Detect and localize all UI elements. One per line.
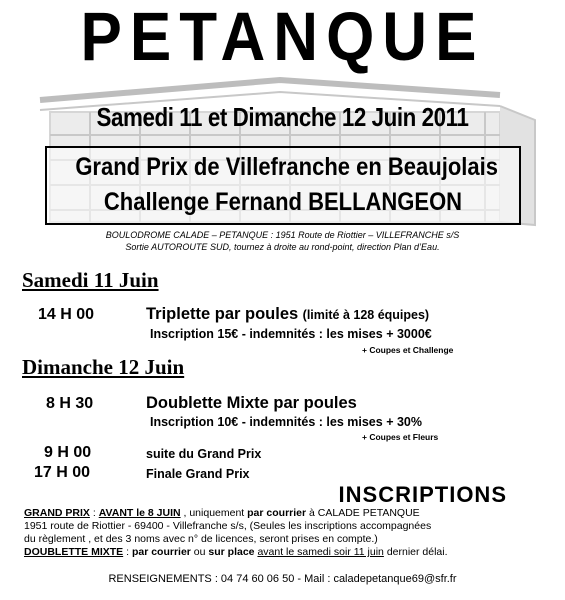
sunday-time-1: 8 H 30	[46, 395, 94, 412]
separator: :	[89, 507, 99, 519]
saturday-registration: Inscription 15€ - indemnités : les mises + 3000€	[150, 327, 432, 341]
venue-directions: Sortie AUTOROUTE SUD, tournez à droite au rond-point, direction Plan d’Eau.	[125, 242, 440, 252]
by-courier: par courrier	[247, 507, 307, 519]
page-title: PETANQUE	[80, 0, 485, 76]
sunday-event-3: Finale Grand Prix	[146, 467, 250, 481]
on-site: sur place	[208, 546, 255, 558]
sunday-extras: + Coupes et Fleurs	[362, 432, 439, 442]
doublette-mixte-registration	[24, 546, 448, 558]
grand-prix-registration-line-1	[24, 507, 420, 519]
doublette-mixte-label: DOUBLETTE MIXTE	[24, 546, 124, 558]
venue-address: BOULODROME CALADE – PETANQUE : 1951 Route de Riottier – VILLEFRANCHE s/S	[105, 230, 460, 240]
grand-prix-title: Grand Prix de Villefranche en Beaujolais	[75, 153, 498, 181]
grand-prix-box	[45, 146, 521, 225]
saturday-event-note: (limité à 128 équipes)	[302, 308, 430, 322]
doublette-deadline: avant le samedi soir 11 juin	[257, 546, 384, 558]
text-fragment: , uniquement	[180, 507, 248, 519]
grand-prix-label: GRAND PRIX	[24, 507, 90, 519]
sunday-time-3: 17 H 00	[34, 464, 91, 481]
sunday-registration: Inscription 10€ - indemnités : les mises + 30%	[150, 415, 422, 429]
contact-info: RENSEIGNEMENTS : 04 74 60 06 50 - Mail : caladepetanque69@sfr.fr	[108, 573, 457, 585]
sunday-event-2: suite du Grand Prix	[146, 447, 262, 461]
grand-prix-registration-line-3: du règlement , et des 3 noms avec n° de licences, seront prises en compte.)	[24, 533, 378, 545]
saturday-event	[146, 305, 429, 324]
saturday-time: 14 H 00	[38, 306, 95, 323]
saturday-heading: Samedi 11 Juin	[22, 268, 159, 292]
event-dates: Samedi 11 et Dimanche 12 Juin 2011	[96, 102, 469, 132]
text-fragment: à CALADE PETANQUE	[306, 507, 420, 519]
inscriptions-title: INSCRIPTIONS	[338, 482, 507, 507]
text-fragment: ou	[190, 546, 209, 558]
text-fragment: :	[123, 546, 132, 558]
saturday-extras: + Coupes et Challenge	[362, 345, 454, 355]
sunday-time-2: 9 H 00	[44, 444, 92, 461]
text-fragment: dernier délai.	[383, 546, 448, 558]
sunday-event-1: Doublette Mixte par poules	[146, 394, 357, 412]
grand-prix-deadline: AVANT le 8 JUIN	[98, 507, 181, 519]
by-courier: par courrier	[131, 546, 191, 558]
grand-prix-registration-line-2: 1951 route de Riottier - 69400 - Villefranche s/s, (Seules les inscriptions accompagnées	[24, 520, 432, 532]
saturday-event-name: Triplette par poules	[146, 305, 299, 323]
sunday-heading: Dimanche 12 Juin	[22, 355, 185, 379]
challenge-title: Challenge Fernand BELLANGEON	[103, 188, 463, 216]
